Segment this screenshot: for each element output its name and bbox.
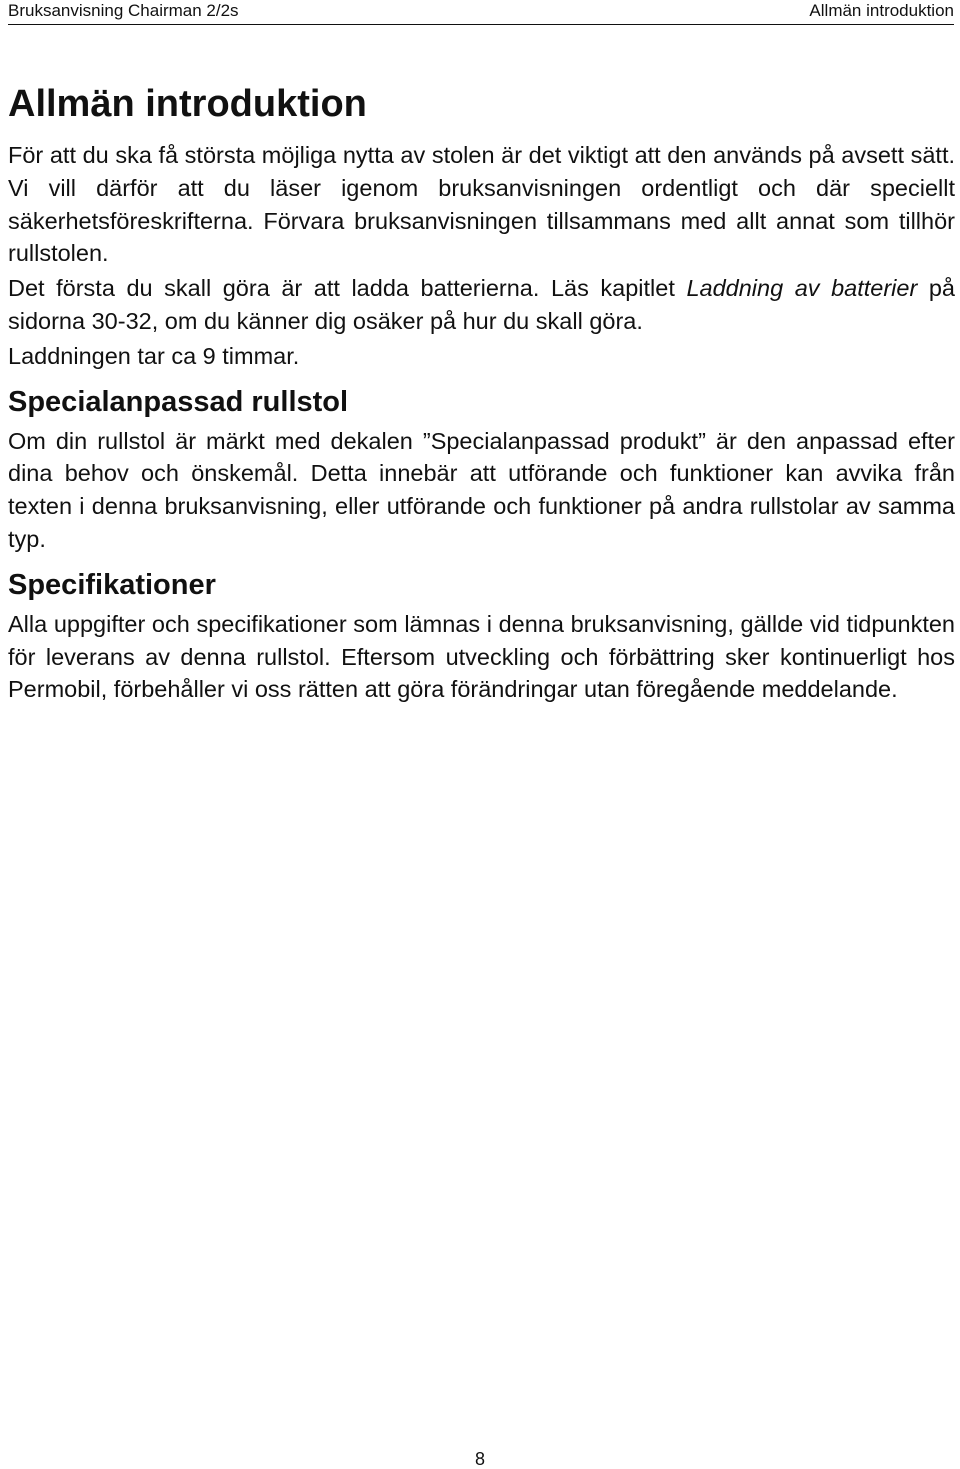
page-number: 8 (474, 1449, 485, 1469)
page-content (8, 80, 955, 720)
spec-heading: Specifikationer (8, 568, 216, 601)
running-header (8, 0, 954, 25)
page-title: Allmän introduktion (8, 83, 367, 125)
spec-paragraph: Alla uppgifter och specifikationer som lämnas i denna bruksanvisning, gällde vid tidpunkten för leverans av denna rullstol. Eftersom utveckling och förbättring sker kontinuerligt hos Permobil, förbehåller vi oss rätten att göra förändringar utan föregående meddelande. (8, 610, 955, 703)
special-paragraph: Om din rullstol är märkt med dekalen ”Specialanpassad produkt” är den anpassad efter dina behov och önskemål. Detta innebär att utförande och funktioner kan avvika från texten i denna bruksanvisning, eller utförande och funktioner på andra rullstolar av samma typ. (8, 427, 955, 552)
header-document-title: Bruksanvisning Chairman 2/2s (8, 1, 239, 20)
charging-text-start: Det första du skall göra är att ladda batterierna. Läs kapitlet (8, 275, 687, 302)
charging-paragraph (8, 272, 955, 338)
charging-time-paragraph: Laddningen tar ca 9 timmar. (8, 342, 300, 369)
special-heading: Specialanpassad rullstol (8, 385, 349, 418)
chapter-reference: Laddning av batterier (686, 275, 918, 302)
intro-paragraph: För att du ska få största möjliga nytta av stolen är det viktigt att den används på avsett sätt. Vi vill därför att du läser igenom bruksanvisningen ordentligt och där speciellt säkerhetsföreskrifterna. Förvara bruksanvisningen tillsammans med allt annat som tillhör rullstolen. (8, 142, 955, 267)
charging-text-end: på sidorna 30-32, om du känner dig osäker på hur du skall göra. (8, 275, 955, 334)
header-section-title: Allmän introduktion (809, 1, 954, 20)
